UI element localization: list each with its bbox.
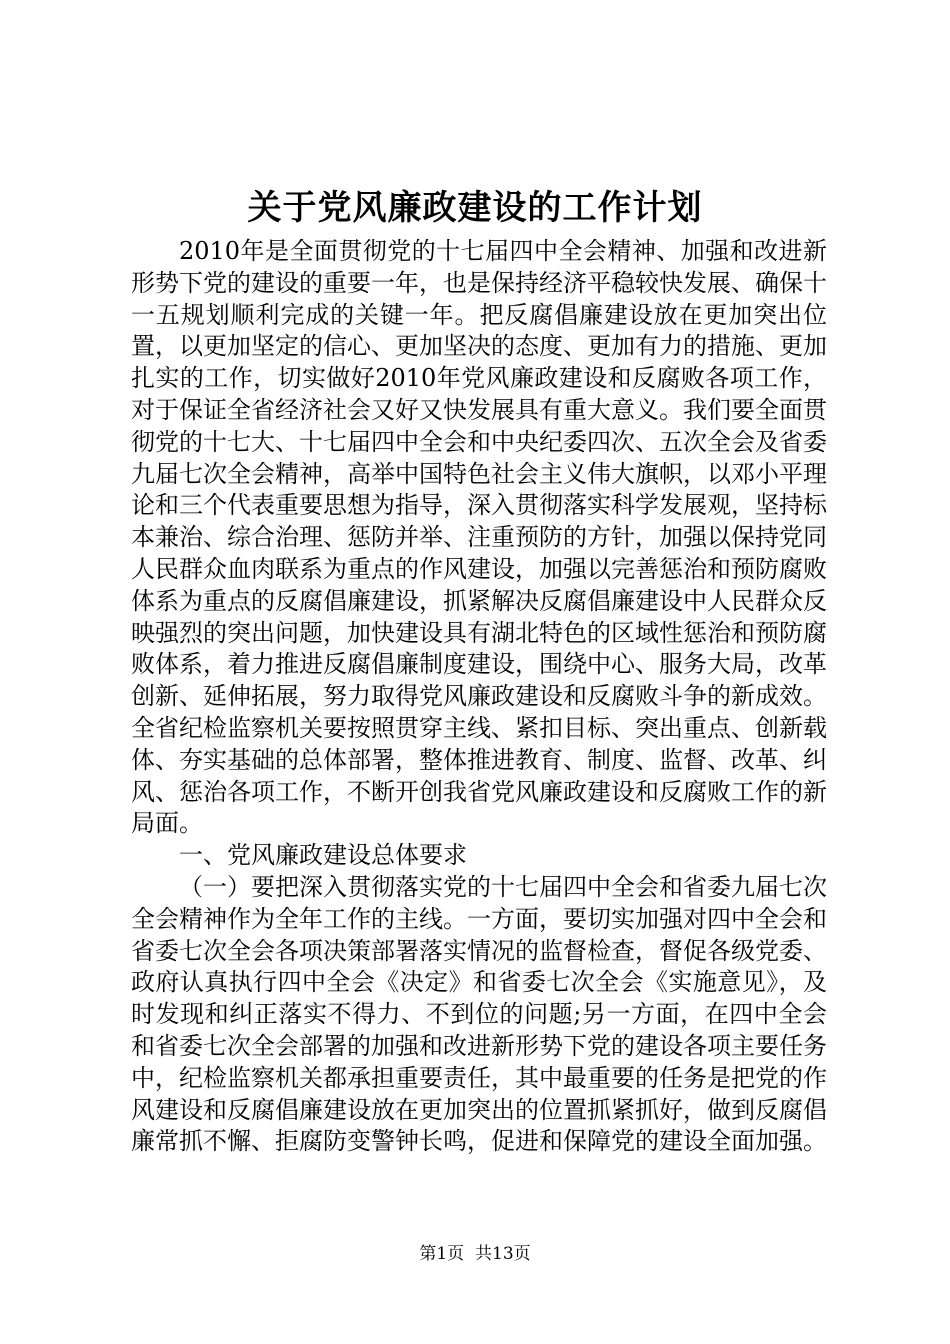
document-body [131, 236, 827, 1158]
section-heading: 一、党风廉政建设总体要求 [179, 841, 467, 870]
page-footer [0, 1242, 950, 1266]
paragraph-requirement-one: （一）要把深入贯彻落实党的十七届四中全会和省委九届七次全会精神作为全年工作的主线。一方面，要切实加强对四中全会和省委七次全会各项决策部署落实情况的监督检查，督促各级党委、政府认真执行四中全会《决定》和省委七次全会《实施意见》，及时发现和纠正落实不得力、不到位的问题;另一方面，在四中全会和省委七次全会部署的加强和改进新形势下党的建设各项主要任务中，纪检监察机关都承担重要责任，其中最重要的任务是把党的作风建设和反腐倡廉建设放在更加突出的位置抓紧抓好，做到反腐倡廉常抓不懈、拒腐防变警钟长鸣，促进和保障党的建设全面加强。 [131, 872, 827, 1156]
page-number: 第1页 [419, 1244, 465, 1264]
page-total: 共13页 [475, 1244, 531, 1264]
document-title: 关于党风廉政建设的工作计划 [247, 188, 703, 228]
paragraph-intro: 2010年是全面贯彻党的十七届四中全会精神、加强和改进新形势下党的建设的重要一年，也是保持经济平稳较快发展、确保十一五规划顺利完成的关键一年。把反腐倡廉建设放在更加突出位置，以更加坚定的信心、更加坚决的态度、更加有力的措施、更加扎实的工作，切实做好2010年党风廉政建设和反腐败各项工作，对于保证全省经济社会又好又快发展具有重大意义。我们要全面贯彻党的十七大、十七届四中全会和中央纪委四次、五次全会及省委九届七次全会精神，高举中国特色社会主义伟大旗帜，以邓小平理论和三个代表重要思想为指导，深入贯彻落实科学发展观，坚持标本兼治、综合治理、惩防并举、注重预防的方针，加强以保持党同人民群众血肉联系为重点的作风建设，加强以完善惩治和预防腐败体系为重点的反腐倡廉建设，抓紧解决反腐倡廉建设中人民群众反映强烈的突出问题，加快建设具有湖北特色的区域性惩治和预防腐败体系，着力推进反腐倡廉制度建设，围绕中心、服务大局，改革创新、延伸拓展，努力取得党风廉政建设和反腐败斗争的新成效。全省纪检监察机关要按照贯穿主线、紧扣目标、突出重点、创新载体、夯实基础的总体部署，整体推进教育、制度、监督、改革、纠风、惩治各项工作，不断开创我省党风廉政建设和反腐败工作的新局面。 [131, 237, 827, 838]
